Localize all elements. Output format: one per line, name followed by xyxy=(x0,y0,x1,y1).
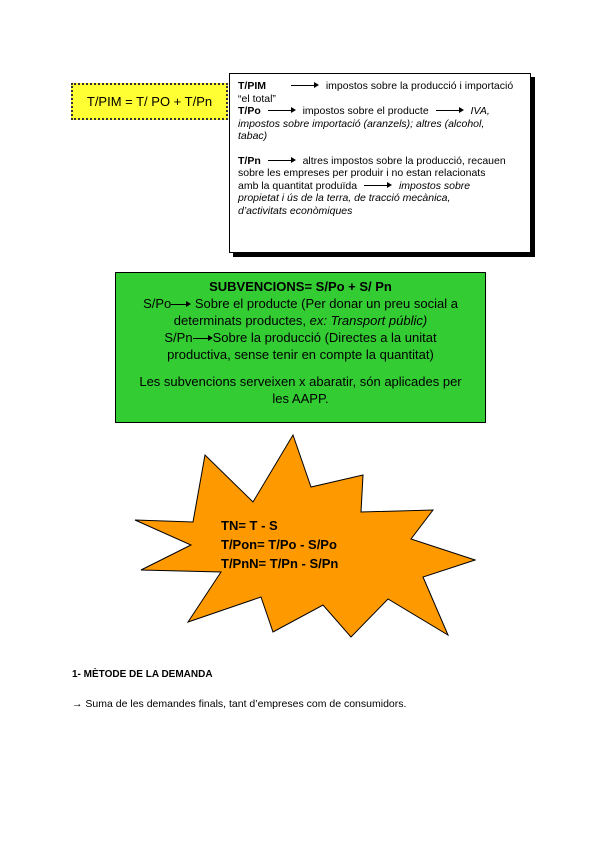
arrow-icon xyxy=(436,107,464,115)
net-production-taxes-formula: T/PnN= T/Pn - S/Pn xyxy=(221,556,339,571)
tpim-definition xyxy=(238,80,522,105)
arrow-icon xyxy=(291,82,319,90)
spn-label: S/Pn xyxy=(164,330,193,345)
formula-box xyxy=(71,83,228,120)
star-formulas xyxy=(221,516,338,573)
spo-definition xyxy=(126,295,475,329)
net-product-taxes-formula: T/Pon= T/Po - S/Po xyxy=(221,537,337,552)
tpim-label: T/PIM xyxy=(238,80,266,92)
spo-label: S/Po xyxy=(143,296,172,311)
arrow-icon xyxy=(268,107,296,115)
tpn-text: altres impostos sobre la producció, recauen xyxy=(302,154,506,167)
tpn-label: T/Pn xyxy=(238,154,261,167)
arrow-icon xyxy=(268,157,296,165)
tpo-definition xyxy=(238,105,522,143)
tpn-italic-3: d’activitats econòmiques xyxy=(238,204,353,217)
arrow-icon xyxy=(171,301,191,309)
spn-definition xyxy=(126,329,475,363)
tpo-italic-3: tabac) xyxy=(238,130,268,142)
spo-text: Sobre el producte (Per donar un preu social a xyxy=(194,296,458,311)
tpo-italic-2: impostos sobre importació (aranzels); altres (alcohol, xyxy=(238,117,485,130)
tpn-text-2: sobre les empreses per produir i no estan relacionats xyxy=(238,167,486,179)
formula-text: T/PIM = T/ PO + T/Pn xyxy=(86,94,213,109)
subsidies-note xyxy=(126,373,475,407)
tpo-italic: IVA, xyxy=(470,105,490,117)
tpn-definition xyxy=(238,155,522,218)
tpim-text-2: “el total” xyxy=(238,92,276,105)
arrow-icon xyxy=(193,335,213,343)
tpo-text: impostos sobre el producte xyxy=(302,105,429,117)
spo-italic: ex: Transport públic) xyxy=(309,313,428,328)
arrow-icon xyxy=(364,182,392,190)
tpn-text-3: amb la quantitat produïda xyxy=(238,179,358,192)
tpo-label: T/Po xyxy=(238,105,261,117)
subsidies-note-text: Les subvencions serveixen x abaratir, són aplicades per xyxy=(139,374,462,389)
subsidies-title: SUBVENCIONS= S/Po + S/ Pn xyxy=(209,279,392,294)
section-heading: 1- MÈTODE DE LA DEMANDA xyxy=(72,669,213,680)
net-taxes-formula: TN= T - S xyxy=(221,518,278,533)
tpn-italic: impostos sobre xyxy=(398,179,471,192)
section-body: → Suma de les demandes finals, tant d’empreses com de consumidors. xyxy=(72,698,407,710)
tax-definitions-box xyxy=(229,73,531,253)
spn-text: Sobre la producció (Directes a la unitat xyxy=(212,330,437,345)
subsidies-box xyxy=(115,272,486,423)
tpim-text: impostos sobre la producció i importació xyxy=(325,80,514,92)
tpn-italic-2: propietat i ús de la terra, de tracció mecànica, xyxy=(238,192,451,204)
spn-text-2: productiva, sense tenir en compte la quantitat) xyxy=(167,347,434,362)
spo-text-2: determinats productes, xyxy=(173,313,307,328)
subsidies-note-text-2: les AAPP. xyxy=(272,391,329,406)
